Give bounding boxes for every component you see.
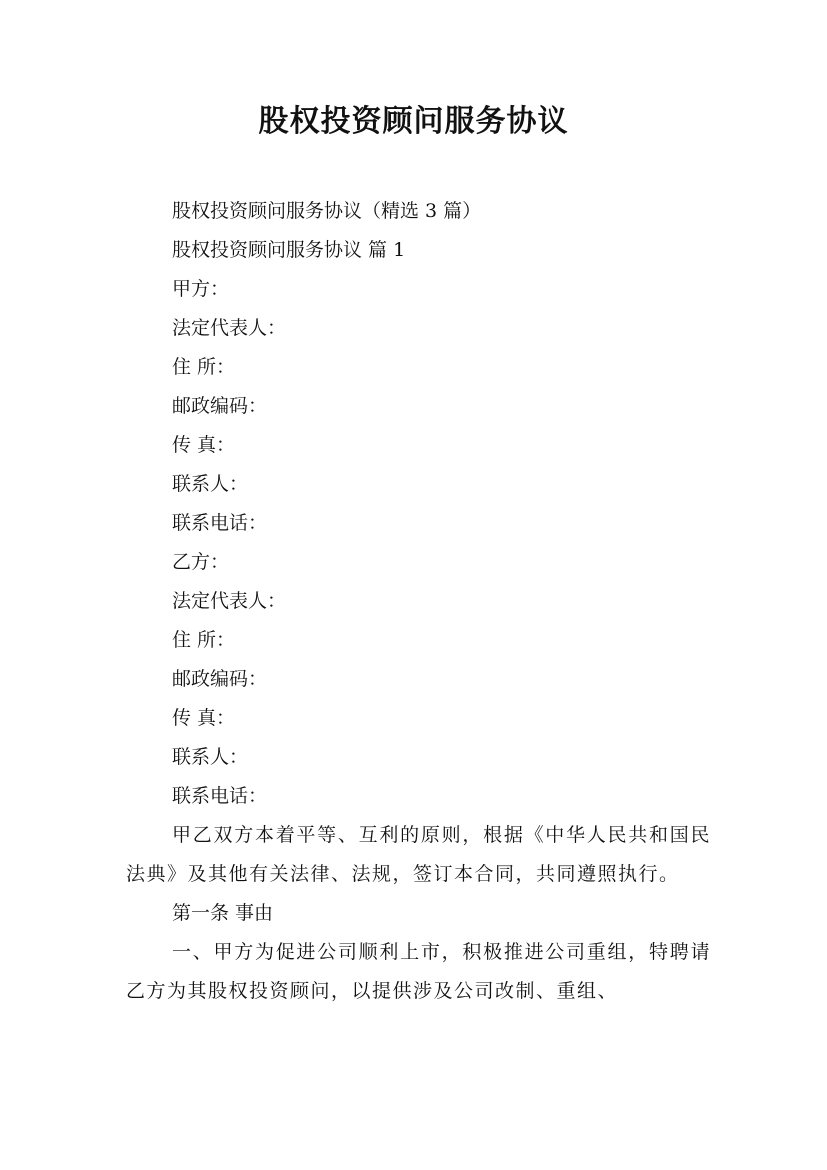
party-a-label: 甲方：	[172, 278, 230, 300]
document-title: 股权投资顾问服务协议	[258, 104, 569, 139]
party-a-fax-label: 传 真：	[172, 434, 236, 456]
doc-subtitle: 股权投资顾问服务协议（精选 3 篇）	[172, 200, 482, 222]
party-b-label: 乙方：	[172, 551, 230, 573]
party-b-contact-label: 联系人：	[172, 746, 249, 768]
preamble-paragraph: 甲乙双方本着平等、互利的原则，根据《中华人民共和国民法典》及其他有关法律、法规，签订本合同，共同遵照执行。	[126, 824, 711, 885]
document-body	[126, 192, 711, 1011]
party-b-address-label: 住 所：	[172, 629, 236, 651]
party-a-phone-label: 联系电话：	[172, 512, 268, 534]
doc-section-heading: 股权投资顾问服务协议 篇 1	[172, 239, 406, 261]
party-a-postcode-label: 邮政编码：	[172, 395, 268, 417]
party-a-contact-label: 联系人：	[172, 473, 249, 495]
party-a-legal-rep-label: 法定代表人：	[172, 317, 287, 339]
party-b-phone-label: 联系电话：	[172, 785, 268, 807]
party-b-fax-label: 传 真：	[172, 707, 236, 729]
party-a-address-label: 住 所：	[172, 356, 236, 378]
article-heading: 第一条 事由	[172, 902, 274, 924]
party-b-legal-rep-label: 法定代表人：	[172, 590, 287, 612]
party-b-postcode-label: 邮政编码：	[172, 668, 268, 690]
article-paragraph: 一、甲方为促进公司顺利上市，积极推进公司重组，特聘请乙方为其股权投资顾问，以提供涉及公司改制、重组、	[126, 941, 711, 1002]
